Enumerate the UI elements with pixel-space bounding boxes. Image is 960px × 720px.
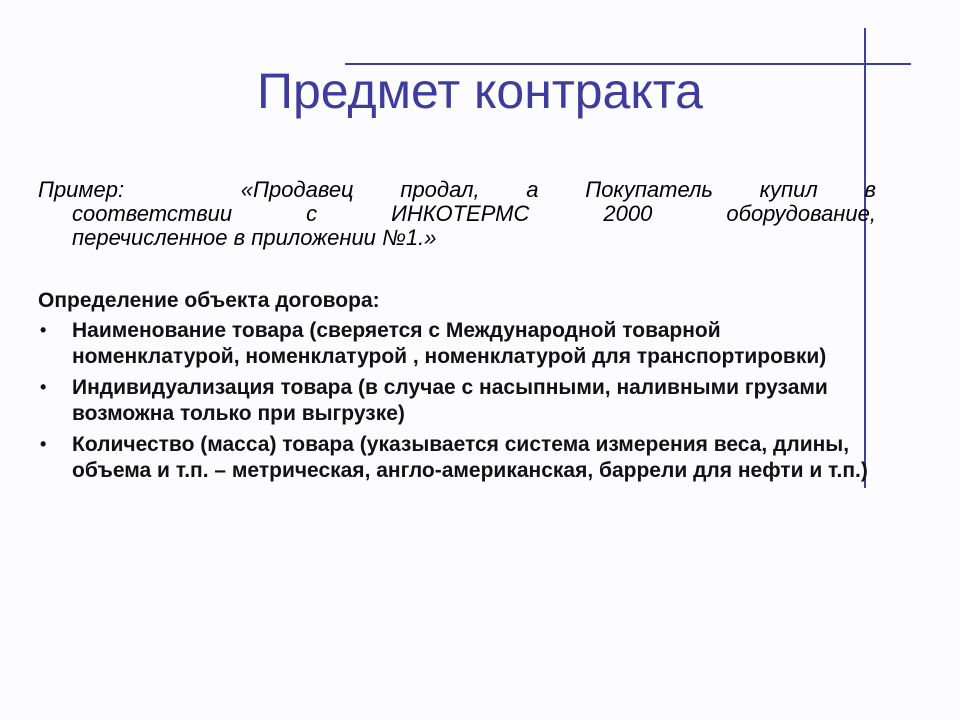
example-line-1 [38,178,876,202]
example-line-3: перечисленное в приложении №1.» [72,225,437,250]
example-paragraph [38,178,876,250]
list-item [38,432,878,484]
bullet-icon: • [40,377,47,397]
example-word: 2000 [603,201,653,226]
example-word: купил [759,177,818,202]
example-word: «Продавец [240,177,354,202]
bullet-icon: • [40,320,47,340]
bullet-icon: • [40,434,47,454]
example-word: а [526,177,539,202]
list-item-text: Индивидуализация товара (в случае с насыпными, наливными грузами возможна только при выгрузке) [72,376,828,425]
example-line-2 [38,202,876,226]
example-word: продал, [400,177,480,202]
example-word: Покупатель [585,177,713,202]
slide-title: Предмет контракта [257,63,703,119]
example-word: ИНКОТЕРМС [391,201,530,226]
list-item [38,318,878,370]
list-item [38,375,878,427]
example-word: оборудование, [726,201,876,226]
bullet-list [38,318,878,489]
example-word: с [306,201,318,226]
list-item-text: Наименование товара (сверяется с Международной товарной номенклатурой, номенклатурой , номенклатурой для транспортировки) [72,319,827,368]
list-item-text: Количество (масса) товара (указывается система измерения веса, длины, объема и т.п. – метрическая, англо-американская, баррели для нефти и т.п.) [72,433,868,482]
definition-heading: Определение объекта договора: [38,289,380,312]
example-word: соответствии [72,201,233,226]
example-word: Пример: [38,177,125,202]
example-word: в [864,177,876,202]
